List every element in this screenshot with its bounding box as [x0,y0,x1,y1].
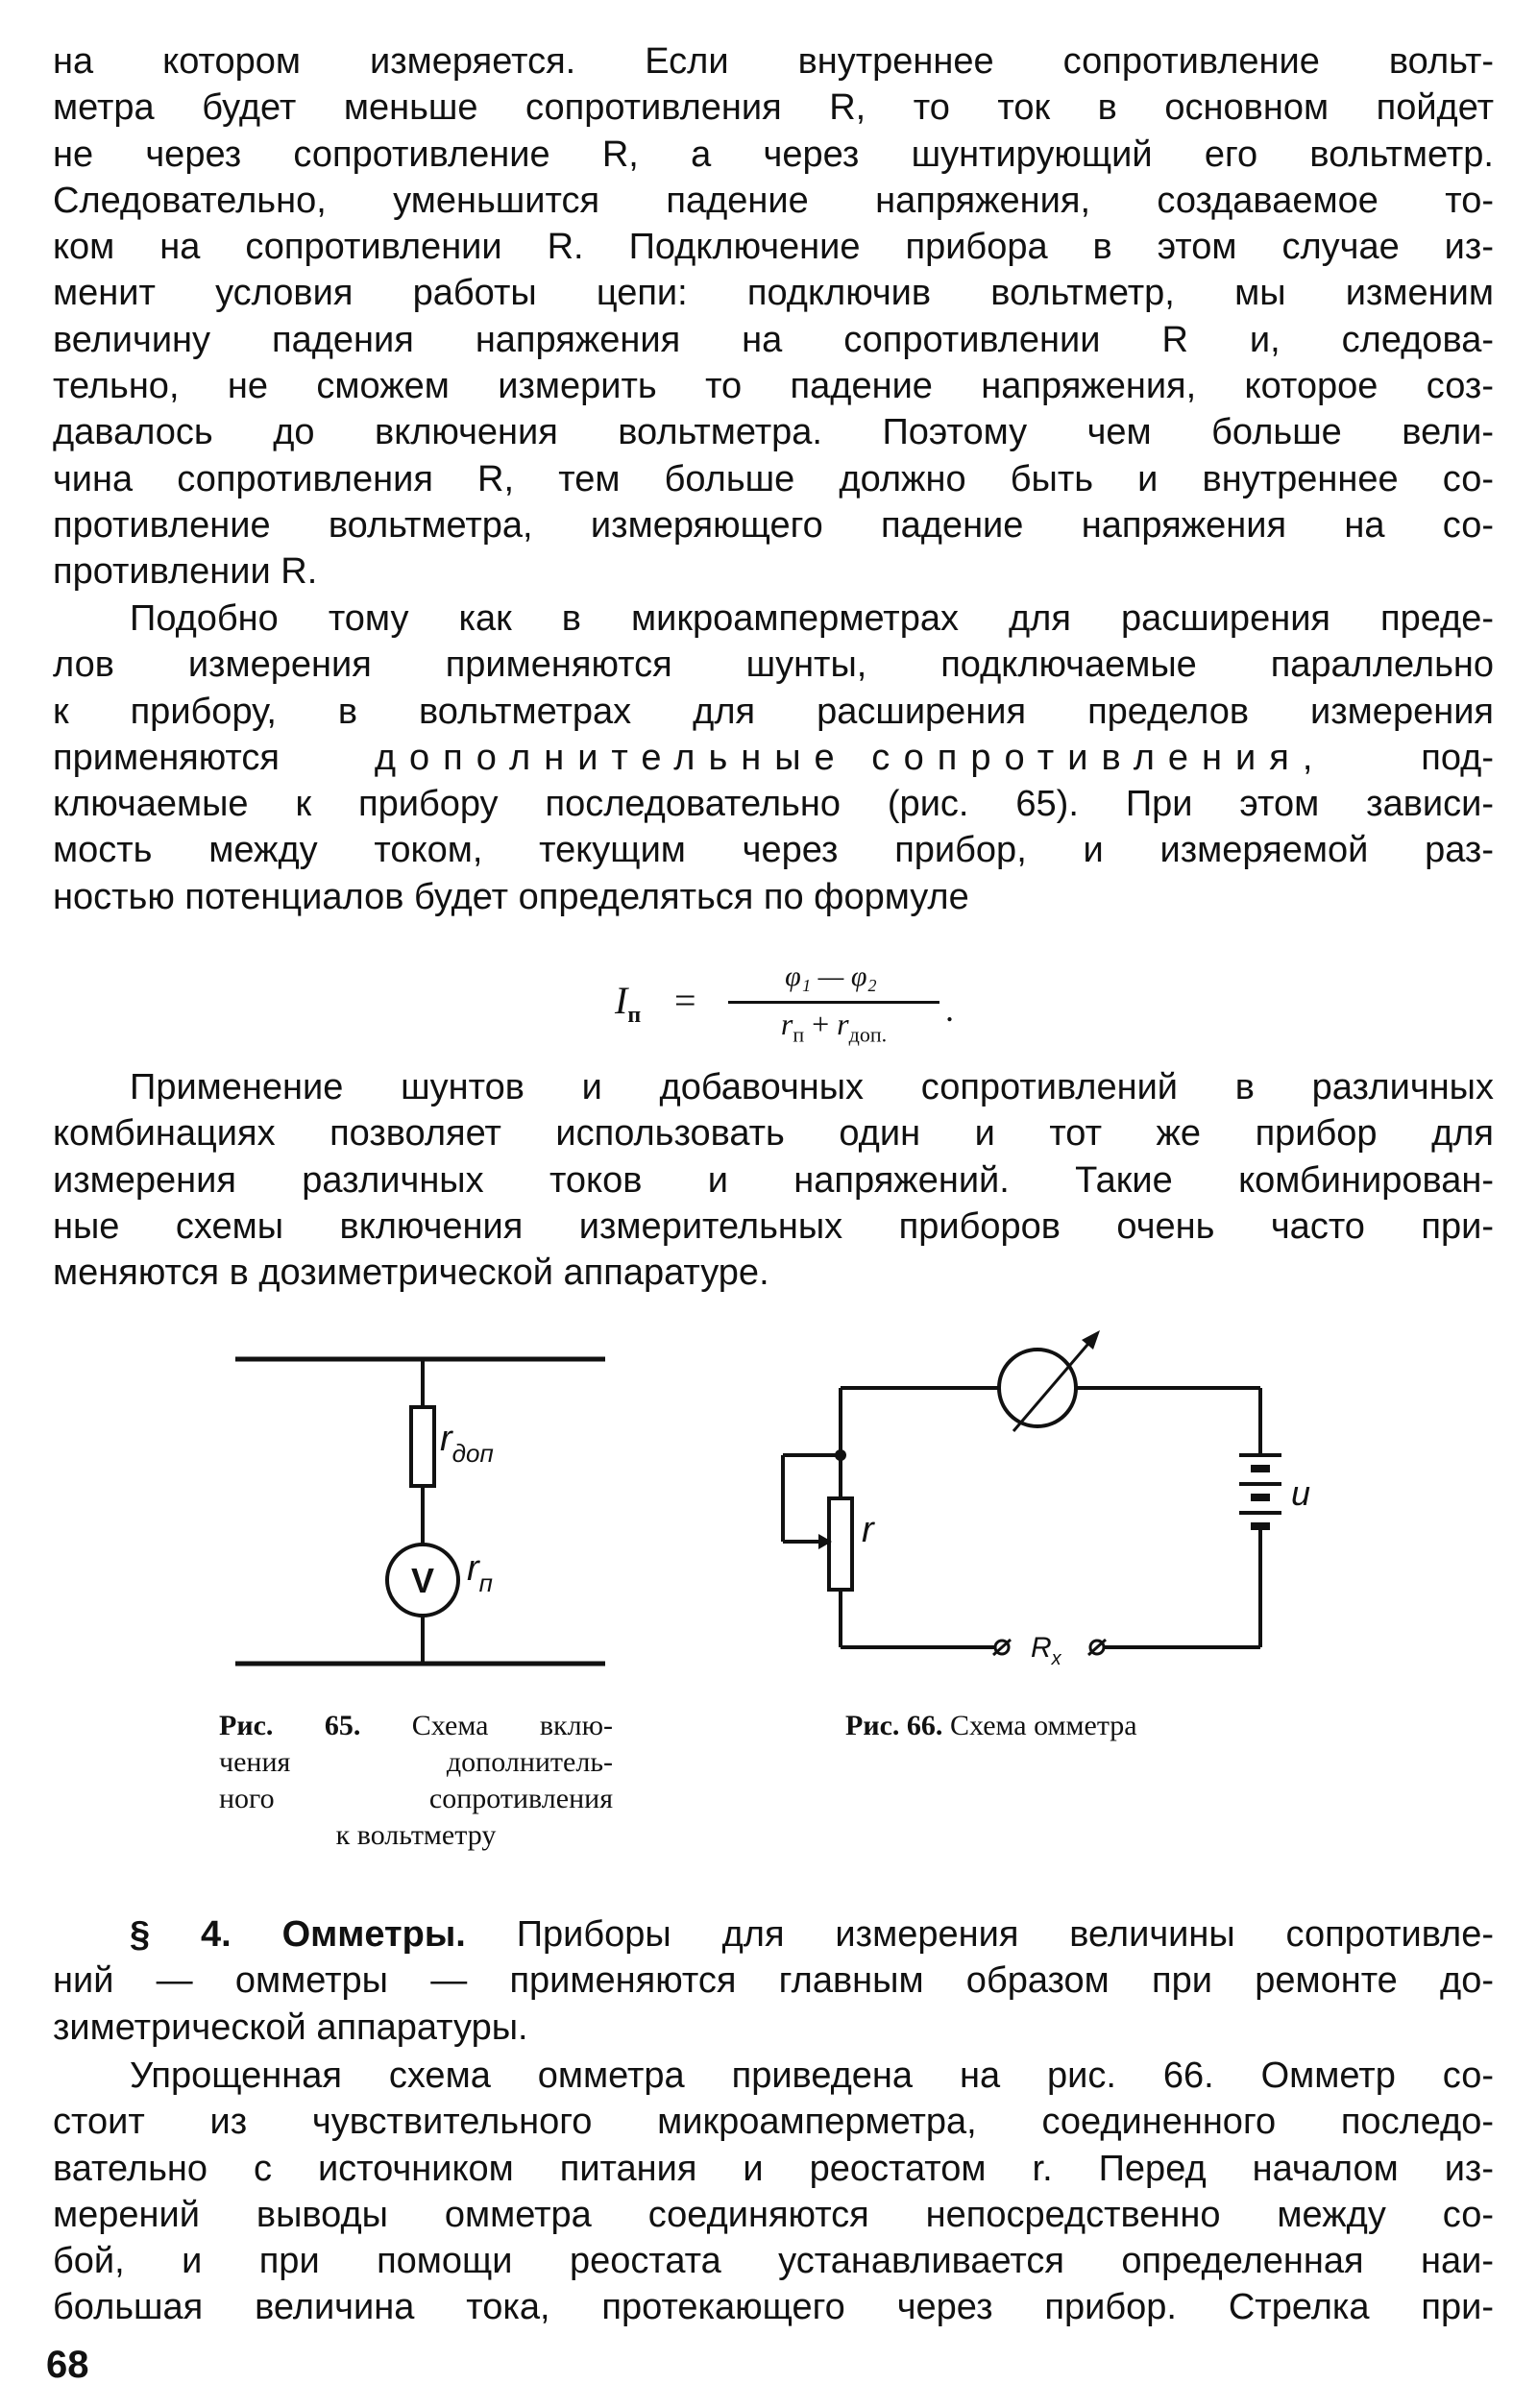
additional-resistor [411,1407,434,1486]
text-line: к прибору, в вольтметрах для расширения пределов измерения [53,691,1494,732]
spaced-term: дополнительные сопротивления, [374,737,1327,778]
junction-dot [835,1449,846,1461]
voltmeter-symbol: V [410,1561,435,1600]
caption-text: Схема омметра [949,1710,1137,1741]
battery-label: u [1291,1473,1311,1513]
formula-lhs: $I_п$ [615,979,642,1028]
rheostat [829,1498,852,1590]
text-line: большая величина тока, протекающего через прибор. Стрелка при- [53,2287,1494,2328]
resistor-label: $r_{доп}$ [440,1419,494,1468]
caption-label: Рис. 66. [845,1710,943,1741]
figure-66-caption [845,1708,1326,1744]
text-line: § 4. Омметры. Приборы для измерения величины сопротивле- [130,1914,1494,1955]
fraction-bar [728,1001,939,1004]
paragraph-3 [53,1064,1494,1296]
rheostat-label: r [862,1510,874,1550]
text-line: противление вольтметра, измеряющего падение напряжения на со- [53,504,1494,546]
text-line: ком на сопротивлении R. Подключение прибора в этом случае из- [53,227,1494,268]
text-line: Подобно тому как в микроамперметрах для расширения преде- [130,598,1494,639]
text-line: мость между током, текущим через прибор, и измеряемой раз- [53,830,1494,871]
text-fragment: применяются [53,737,280,778]
meter-resistance-label: $r_п$ [467,1548,493,1597]
text-line-spaced [53,735,1494,781]
paragraph-1 [53,38,1494,596]
text-line: лов измерения применяются шунты, подключаемые параллельно [53,645,1494,686]
text-line: стоит из чувствительного микроамперметра, соединенного последо- [53,2102,1494,2143]
formula-numerator: φ₁ — φ₂ [785,961,877,992]
text-line: ключаемые к прибору последовательно (рис. 65). При этом зависи- [53,784,1494,825]
text-line: на котором измеряется. Если внутреннее сопротивление вольт- [53,41,1494,82]
text-line: меняются в дозиметрической аппаратуре. [53,1253,769,1294]
text-line: Упрощенная схема омметра приведена на рис. 66. Омметр со- [130,2055,1494,2096]
paragraph-4 [53,1911,1494,2051]
paragraph-2 [53,596,1494,920]
caption-line: ного сопротивления [219,1783,613,1814]
formula-period: . [945,990,954,1029]
text-line: давалось до включения вольтметра. Поэтому чем больше вели- [53,412,1494,453]
figure-65-diagram [231,1335,634,1690]
page-number: 68 [46,2344,89,2386]
microammeter-circle [999,1350,1076,1426]
section-heading: § 4. Омметры. [130,1914,466,1955]
formula-equals: = [674,979,696,1022]
figure-65-caption [219,1708,613,1854]
text-line: величину падения напряжения на сопротивлении R и, следова- [53,319,1494,360]
text-fragment: под- [1421,737,1494,778]
formula-denominator: $r_п + r_{доп.}$ [780,1007,888,1047]
text-line: Применение шунтов и добавочных сопротивлений в различных [130,1067,1494,1107]
rx-label: $R_x$ [1031,1632,1061,1669]
text-line: менит условия работы цепи: подключив вольтметр, мы изменим [53,273,1494,314]
text-line: чина сопротивления R, тем больше должно быть и внутреннее со- [53,458,1494,499]
text-line: тельно, не сможем измерить то падение напряжения, которое соз- [53,366,1494,407]
figure-66-diagram [768,1311,1364,1695]
caption-line: чения дополнитель- [219,1746,613,1778]
text-line: метра будет меньше сопротивления R, то ток в основном пойдет [53,87,1494,129]
text-line: не через сопротивление R, а через шунтирующий его вольтметр. [53,134,1494,175]
formula [615,961,980,1057]
text-line: комбинациях позволяет использовать один и тот же прибор для [53,1113,1494,1155]
caption-label: Рис. 65. [219,1710,361,1741]
text-line: ний — омметры — применяются главным образом при ремонте до- [53,1960,1494,2002]
text-line: зиметрической аппаратуры. [53,2007,528,2048]
text-line: вательно с источником питания и реостатом r. Перед началом из- [53,2148,1494,2189]
text-line: ные схемы включения измерительных приборов очень часто при- [53,1205,1494,1247]
text-line: мерений выводы омметра соединяются непосредственно между со- [53,2194,1494,2235]
paragraph-5 [53,2053,1494,2331]
caption-line: Рис. 65. Схема вклю- [219,1710,613,1741]
text-line: измерения различных токов и напряжений. Такие комбинирован- [53,1159,1494,1201]
text-line: противлении R. [53,551,318,593]
text-line: Следовательно, уменьшится падение напряжения, создаваемое то- [53,180,1494,221]
caption-line: к вольтметру [335,1819,497,1851]
text-line: ностью потенциалов будет определяться по формуле [53,876,969,917]
text-line: бой, и при помощи реостата устанавливается определенная наи- [53,2241,1494,2282]
